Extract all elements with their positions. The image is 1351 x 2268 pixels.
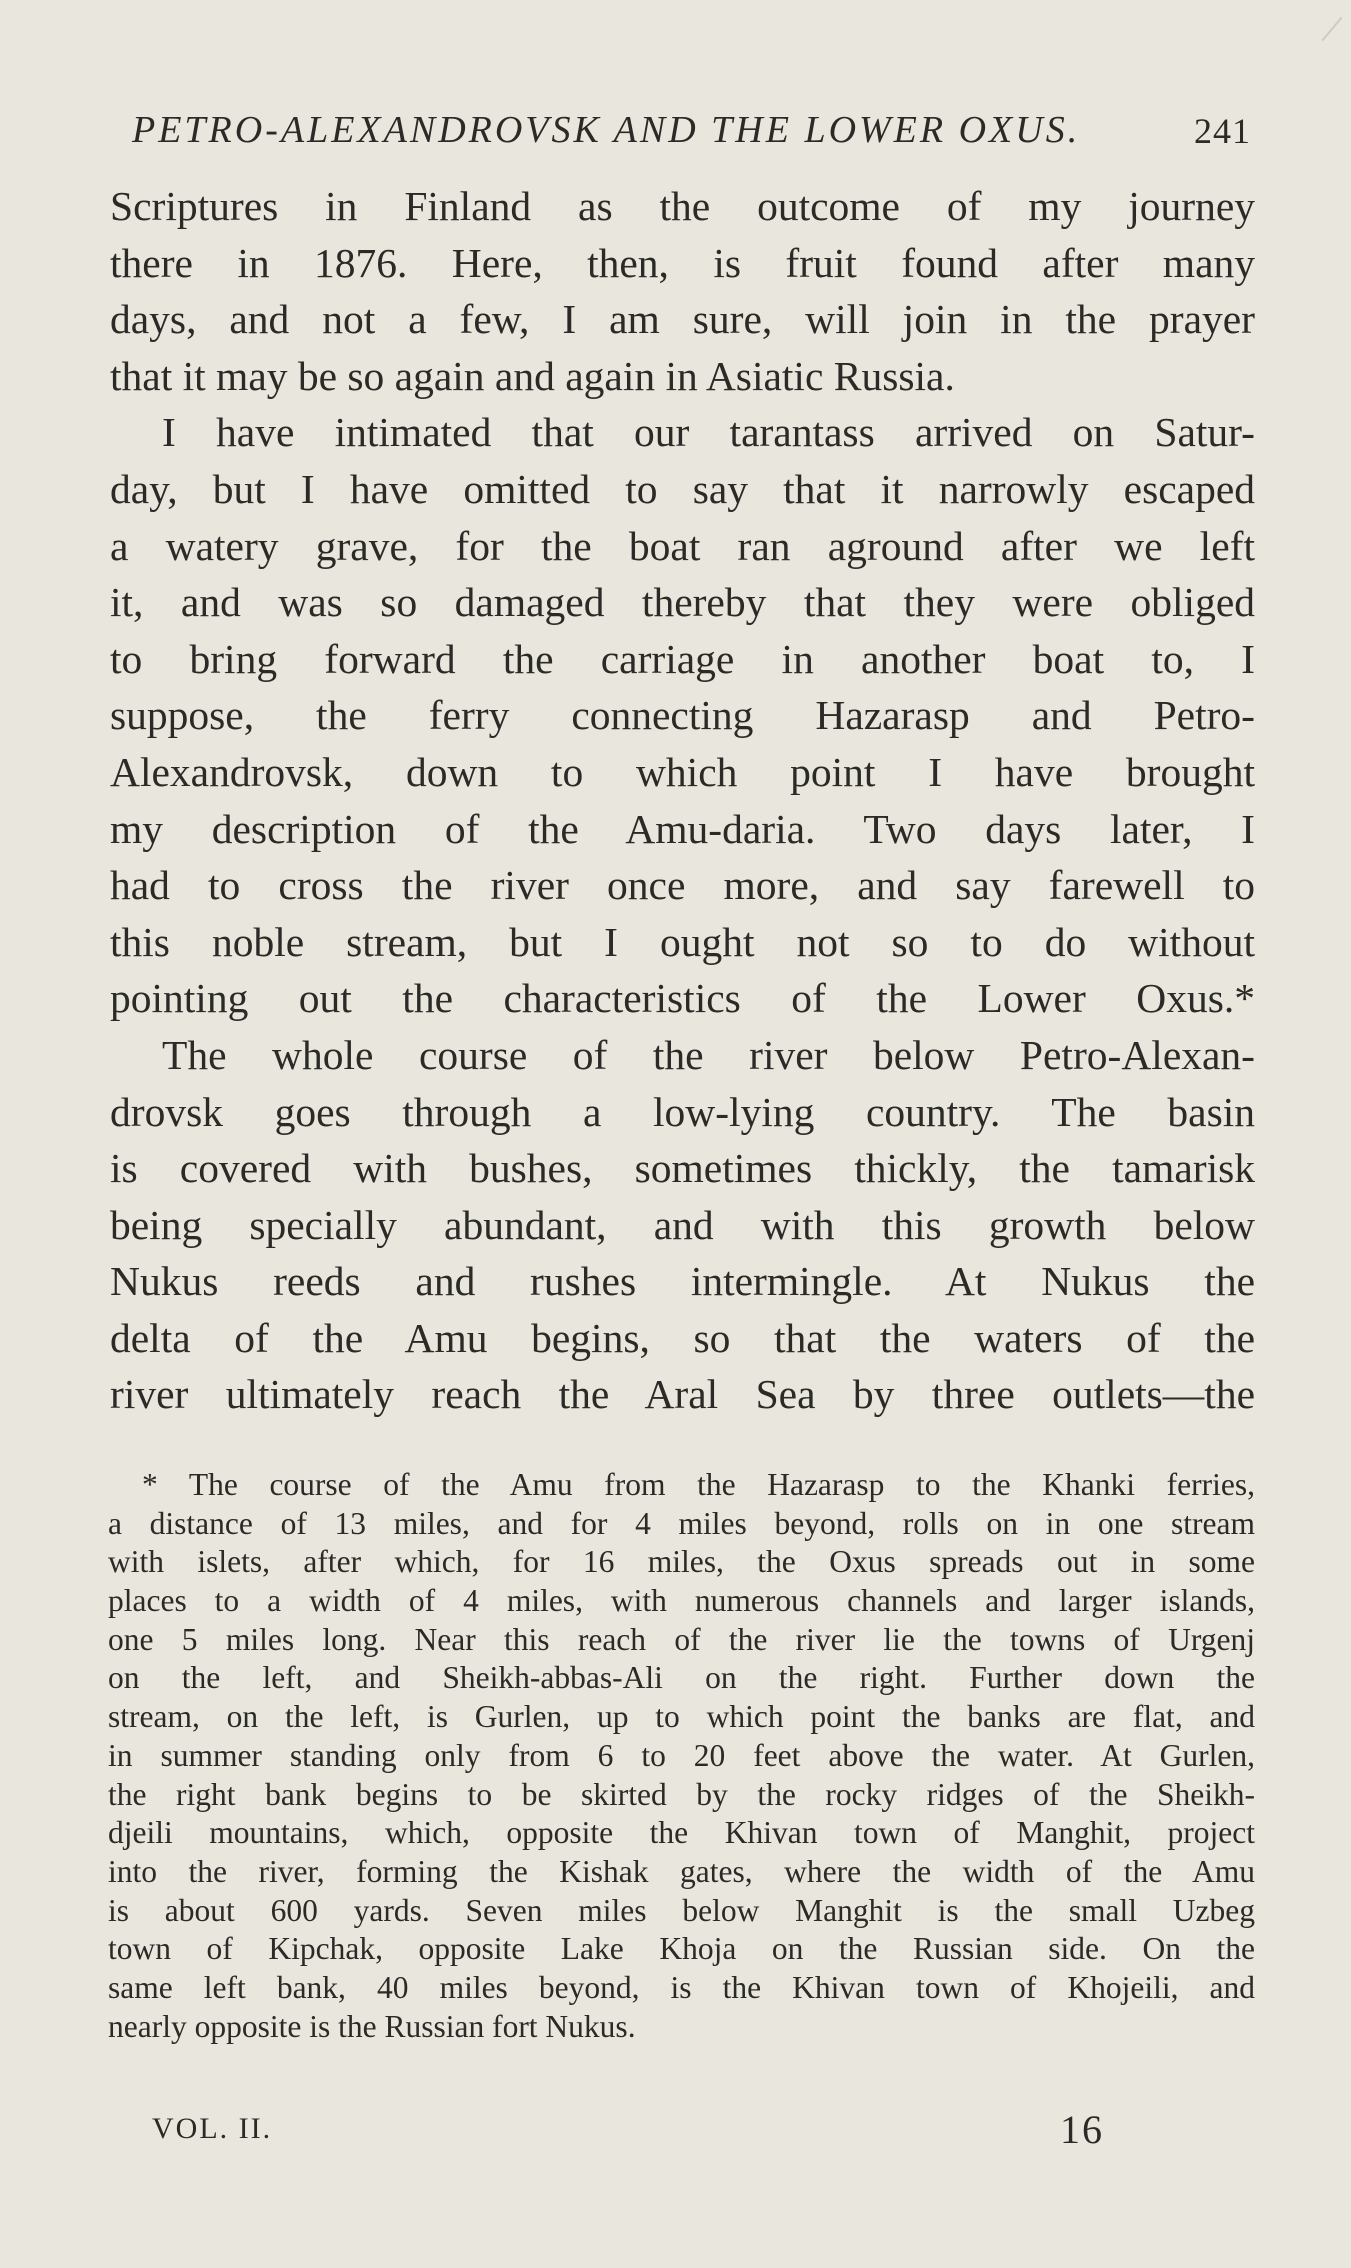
body-line: day, but I have omitted to say that it narrowly escaped: [110, 465, 1255, 512]
body-line: is covered with bushes, sometimes thickly, the tamarisk: [110, 1145, 1255, 1192]
footnote-line: stream, on the left, is Gurlen, up to which point the banks are flat, and: [108, 1699, 1255, 1735]
body-line: my description of the Amu-daria. Two days later, I: [110, 805, 1255, 852]
body-line: Scriptures in Finland as the outcome of my journey: [110, 183, 1255, 229]
footnote-line: same left bank, 40 miles beyond, is the Khivan town of Khojeili, and: [108, 1969, 1255, 2005]
footnote-line: in summer standing only from 6 to 20 feet above the water. At Gurlen,: [108, 1737, 1255, 1773]
running-head: [110, 108, 1255, 152]
footnote-line: places to a width of 4 miles, with numerous channels and larger islands,: [108, 1583, 1255, 1619]
footnote-line: * The course of the Amu from the Hazarasp to the Khanki ferries,: [142, 1467, 1255, 1502]
footnote-line: one 5 miles long. Near this reach of the river lie the towns of Urgenj: [108, 1621, 1255, 1657]
body-text: [110, 178, 1255, 1423]
page-number: 241: [1194, 111, 1251, 151]
footnote-line: the right bank begins to be skirted by the rocky ridges of the Sheikh-: [108, 1776, 1255, 1812]
footnote-line: nearly opposite is the Russian fort Nukus.: [108, 2008, 636, 2044]
body-line: I have intimated that our tarantass arrived on Satur-: [162, 409, 1255, 456]
body-line: this noble stream, but I ought not so to do without: [110, 918, 1255, 965]
page-corner-mark: [1322, 17, 1343, 41]
body-line: that it may be so again and again in Asiatic Russia.: [110, 352, 955, 399]
body-line: a watery grave, for the boat ran aground after we left: [110, 522, 1255, 569]
body-line: Nukus reeds and rushes intermingle. At Nukus the: [110, 1258, 1255, 1305]
footnote-line: into the river, forming the Kishak gates, where the width of the Amu: [108, 1853, 1255, 1889]
body-line: being specially abundant, and with this growth below: [110, 1201, 1255, 1248]
footnote-line: with islets, after which, for 16 miles, the Oxus spreads out in some: [108, 1544, 1255, 1580]
footnote-line: djeili mountains, which, opposite the Khivan town of Manghit, project: [108, 1815, 1255, 1851]
body-line: suppose, the ferry connecting Hazarasp and Petro-: [110, 692, 1255, 739]
body-line: it, and was so damaged thereby that they were obliged: [110, 579, 1255, 626]
body-line: to bring forward the carriage in another boat to, I: [110, 635, 1255, 682]
body-line: Alexandrovsk, down to which point I have brought: [110, 748, 1255, 795]
footnote-line: a distance of 13 miles, and for 4 miles beyond, rolls on in one stream: [108, 1505, 1255, 1541]
signature-line: [110, 2106, 1110, 2154]
body-line: delta of the Amu begins, so that the waters of the: [110, 1314, 1255, 1361]
volume-label: VOL. II.: [152, 2112, 273, 2145]
running-title: PETRO-ALEXANDROVSK AND THE LOWER OXUS.: [132, 109, 1081, 151]
footnote-line: town of Kipchak, opposite Lake Khoja on the Russian side. On the: [108, 1931, 1255, 1967]
body-line: The whole course of the river below Petro-Alexan-: [162, 1031, 1255, 1078]
footnote-line: on the left, and Sheikh-abbas-Ali on the right. Further down the: [108, 1660, 1255, 1696]
footnote: [108, 1466, 1255, 2046]
body-line: drovsk goes through a low-lying country. The basin: [110, 1088, 1255, 1135]
signature-number: 16: [1060, 2107, 1104, 2152]
body-line: pointing out the characteristics of the Lower Oxus.*: [110, 975, 1255, 1022]
body-line: river ultimately reach the Aral Sea by three outlets—the: [110, 1371, 1255, 1418]
body-line: had to cross the river once more, and say farewell to: [110, 862, 1255, 909]
footnote-line: is about 600 yards. Seven miles below Manghit is the small Uzbeg: [108, 1892, 1255, 1928]
body-line: days, and not a few, I am sure, will join in the prayer: [110, 296, 1255, 343]
body-line: there in 1876. Here, then, is fruit found after many: [110, 239, 1255, 286]
